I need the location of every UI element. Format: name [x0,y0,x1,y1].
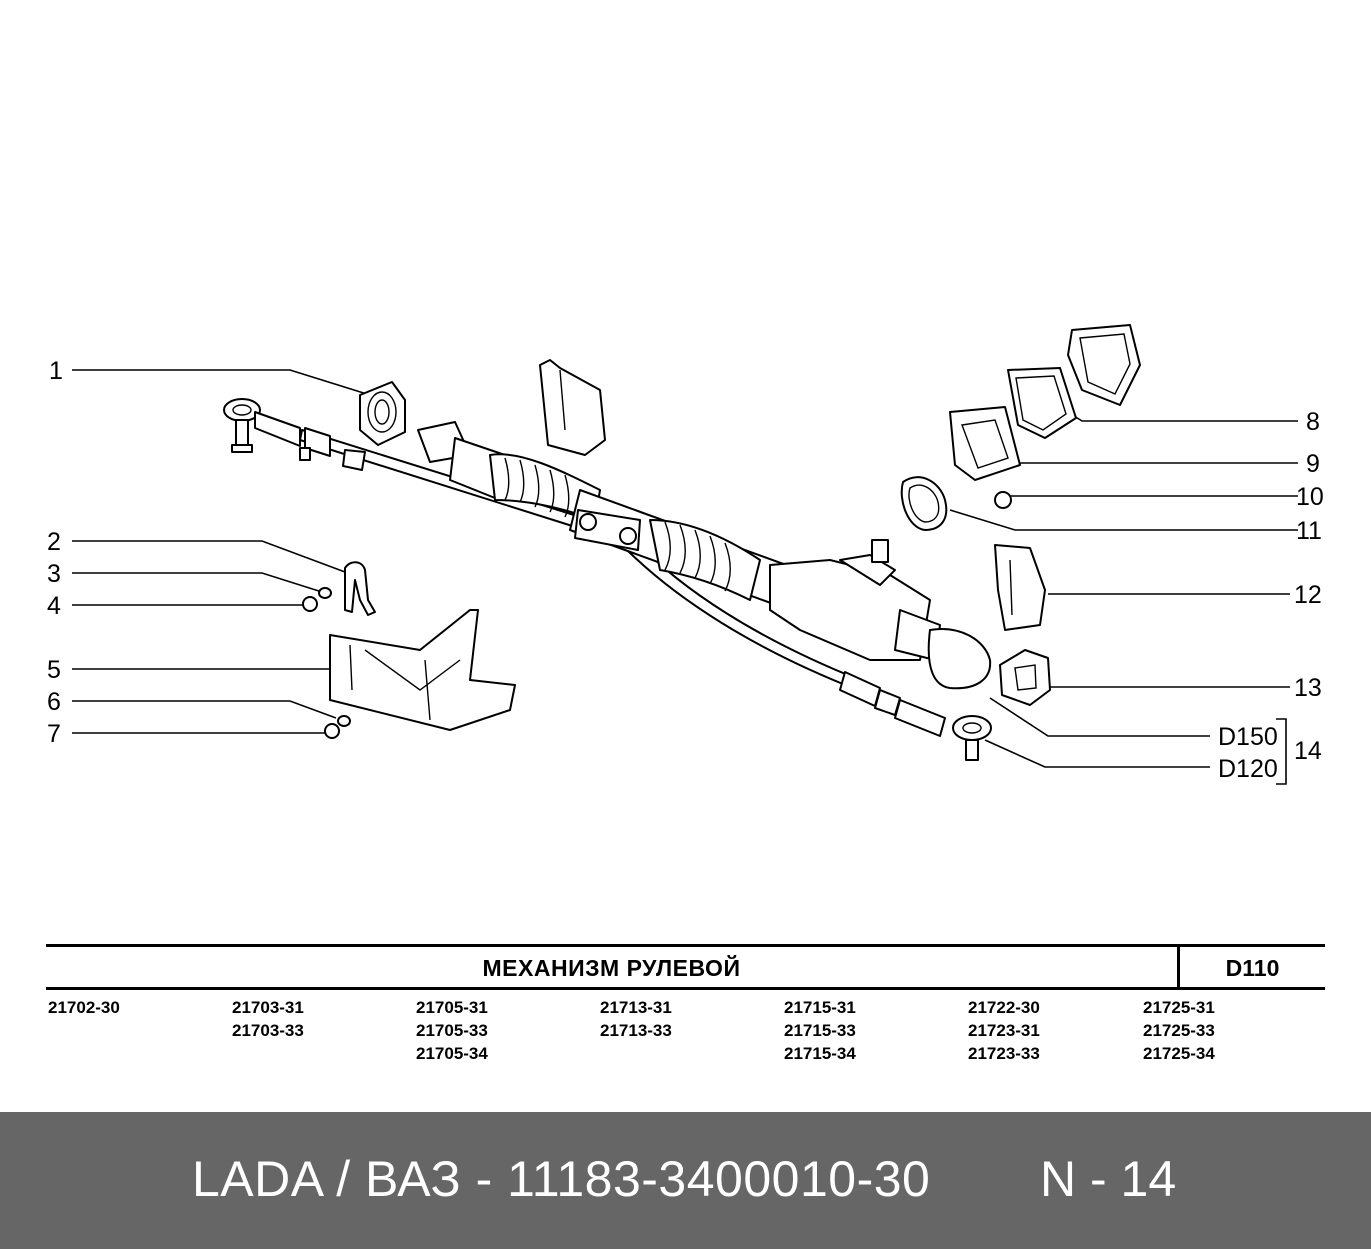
footer-bar [0,1112,1371,1249]
page-number: N - 14 [1040,1151,1177,1207]
callout-8: 8 [1306,408,1320,436]
model-code: 21725-31 [1143,998,1215,1017]
model-column [1143,996,1215,1065]
callout-7: 7 [47,720,61,748]
model-code: 21725-33 [1143,1021,1215,1040]
model-code: 21703-33 [232,1021,304,1040]
model-code: 21723-33 [968,1044,1040,1063]
model-code: 21722-30 [968,998,1040,1017]
table-title: МЕХАНИЗМ РУЛЕВОЙ [482,955,741,981]
bushing-1 [360,382,405,445]
callout-14: 14 [1294,737,1322,765]
rack-right-boot [650,520,760,600]
model-code: 21713-33 [600,1021,672,1040]
gasket-9 [1008,368,1076,438]
callout-4: 4 [47,592,61,620]
callout-13: 13 [1294,674,1322,702]
model-column [968,996,1040,1065]
callout-5: 5 [47,656,61,684]
table-code: D110 [1225,955,1280,981]
nut-10 [995,492,1011,508]
model-column [48,996,120,1019]
plate-9 [950,407,1020,480]
model-code: 21715-34 [784,1044,856,1063]
model-column [232,996,304,1042]
seal-11 [902,477,947,530]
model-code: 21715-33 [784,1021,856,1040]
model-code: 21705-34 [416,1044,488,1063]
model-code: 21725-34 [1143,1044,1215,1063]
callout-6: 6 [47,688,61,716]
model-code: 21705-33 [416,1021,488,1040]
model-column [416,996,488,1065]
model-code: 21702-30 [48,998,120,1017]
callout-3: 3 [47,560,61,588]
model-code: 21715-31 [784,998,856,1017]
cover-8 [1068,325,1140,405]
model-code: 21723-31 [968,1021,1040,1040]
callout-9: 9 [1306,450,1320,478]
leader-lines [72,370,1298,784]
model-code: 21703-31 [232,998,304,1017]
callout-12: 12 [1294,581,1322,609]
variant-d150: D150 [1218,723,1278,751]
part-reference: LADA / ВАЗ - 11183-3400010-30 [192,1151,931,1207]
callout-1: 1 [49,357,63,385]
bracket-12 [995,545,1045,630]
callout-10: 10 [1296,483,1324,511]
model-code: 21705-31 [416,998,488,1017]
upper-bracket [540,360,605,455]
model-column [600,996,672,1042]
bushing-13 [1000,650,1050,705]
callout-11: 11 [1296,517,1322,545]
model-column [784,996,856,1065]
model-code: 21713-31 [600,998,672,1017]
variant-d120: D120 [1218,755,1278,783]
title-table [46,944,1325,990]
callout-2: 2 [47,528,61,556]
bracket-5 [330,610,515,730]
